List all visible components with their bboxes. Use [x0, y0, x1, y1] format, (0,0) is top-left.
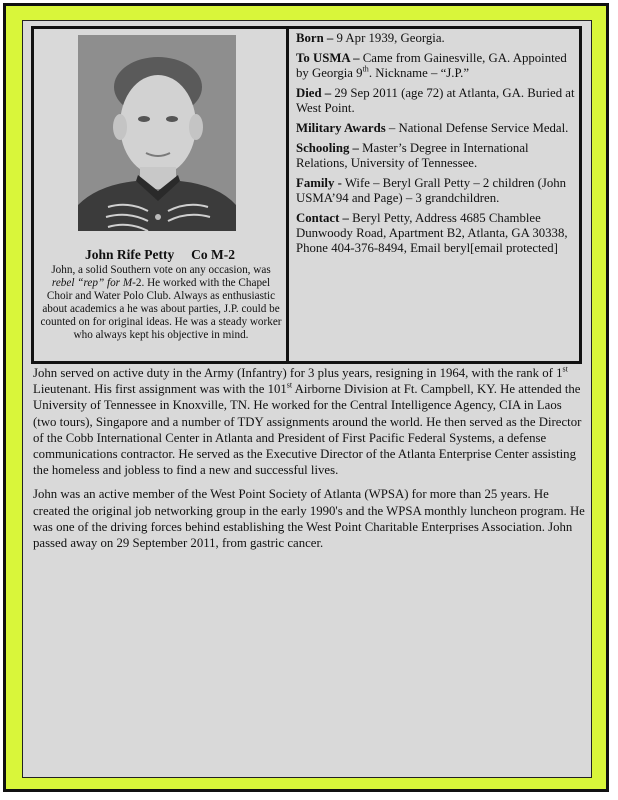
fact-died-label: Died –: [296, 86, 332, 100]
fact-contact-value: Beryl Petty, Address 4685 Chamblee Dunwoody Road, Apartment B2, Atlanta, GA 30338, Phone 404-376-8494, Email beryl[email protected]: [296, 211, 568, 255]
fact-died: [296, 86, 578, 116]
page-frame: [3, 3, 609, 792]
fact-usma-value: Came from Gainesville, GA. Appointed by Georgia 9: [296, 51, 567, 80]
profile-name: John Rife Petty: [85, 247, 175, 262]
fact-schooling-value: Master’s Degree in International Relations, University of Tennessee.: [296, 141, 529, 170]
fact-died-value: 29 Sep 2011 (age 72) at Atlanta, GA. Buried at West Point.: [296, 86, 575, 115]
biography-paragraph-2: John was an active member of the West Point Society of Atlanta (WPSA) for more than 25 years. He created the original job networking group in the early 1990's and the WPSA monthly luncheon program. He was one of the driving forces behind establishing the West Point Charitable Enterprises Association. John passed away on 29 September 2011, from gastric cancer.: [33, 487, 585, 551]
bio-p1-part-b: Lieutenant. His first assignment was with the 101: [33, 382, 287, 397]
fact-usma-label: To USMA –: [296, 51, 360, 65]
fact-contact-label: Contact –: [296, 211, 349, 225]
fact-family: [296, 176, 578, 206]
profile-caption: [40, 264, 282, 342]
cadet-portrait-photo: [78, 35, 236, 231]
fact-contact: [296, 211, 578, 256]
fact-usma: [296, 51, 578, 81]
caption-text-end: 2. He worked with the Chapel Choir and Water Polo Club. Always as enthusiastic about academics a he was about parties, J.P. could be counted on for original ideas. He was a steady worker who always kept his objective in mind.: [40, 277, 282, 341]
photo-column: [34, 29, 289, 361]
content-panel: [22, 20, 592, 778]
fact-family-value: Wife – Beryl Grall Petty – 2 children (John USMA’94 and Page) – 3 grandchildren.: [296, 176, 567, 205]
biography-paragraph-1: [33, 365, 585, 478]
profile-company: Co M-2: [191, 247, 235, 262]
facts-column: [296, 31, 578, 261]
fact-born-value: 9 Apr 1939, Georgia.: [333, 31, 445, 45]
bio-p1-sup-2: st: [286, 380, 293, 390]
biography-body: [33, 365, 585, 559]
profile-name-line: [34, 247, 286, 263]
bio-p1-part-a: John served on active duty in the Army (Infantry) for 3 plus years, resigning in 1964, with the rank of 1: [33, 366, 563, 380]
portrait-illustration: [78, 35, 236, 231]
fact-schooling-label: Schooling –: [296, 141, 359, 155]
fact-awards: [296, 121, 578, 136]
caption-text-start: John, a solid Southern vote on any occasion, was: [51, 264, 271, 276]
fact-usma-nickname: . Nickname – “J.P.”: [368, 66, 470, 80]
bio-p1-part-c: Airborne Division at Ft. Campbell, KY. He attended the University of Tennessee in Knoxville, TN. He worked for the Central Intelligence Agency, CIA in Laos (two tours), Singapore and a number of TDY assignments around the world. He then served as the Director of the Cobb International Center in Atlanta and President of First Pacific Federal Systems, a defense communications contractor. He served as the Executive Director of the Atlanta Enterprise Center assisting the homeless and jobless to find a new and successful lives.: [33, 382, 582, 478]
fact-usma-sup: th: [362, 64, 369, 74]
fact-born-label: Born –: [296, 31, 334, 45]
caption-italic: rebel “rep” for M-: [51, 277, 136, 289]
bio-p1-sup-1: st: [562, 364, 568, 374]
fact-awards-label: Military Awards: [296, 121, 386, 135]
fact-schooling: [296, 141, 578, 171]
fact-born: [296, 31, 578, 46]
fact-family-label: Family -: [296, 176, 342, 190]
profile-box: [31, 26, 582, 364]
fact-awards-value: – National Defense Service Medal.: [385, 121, 569, 135]
